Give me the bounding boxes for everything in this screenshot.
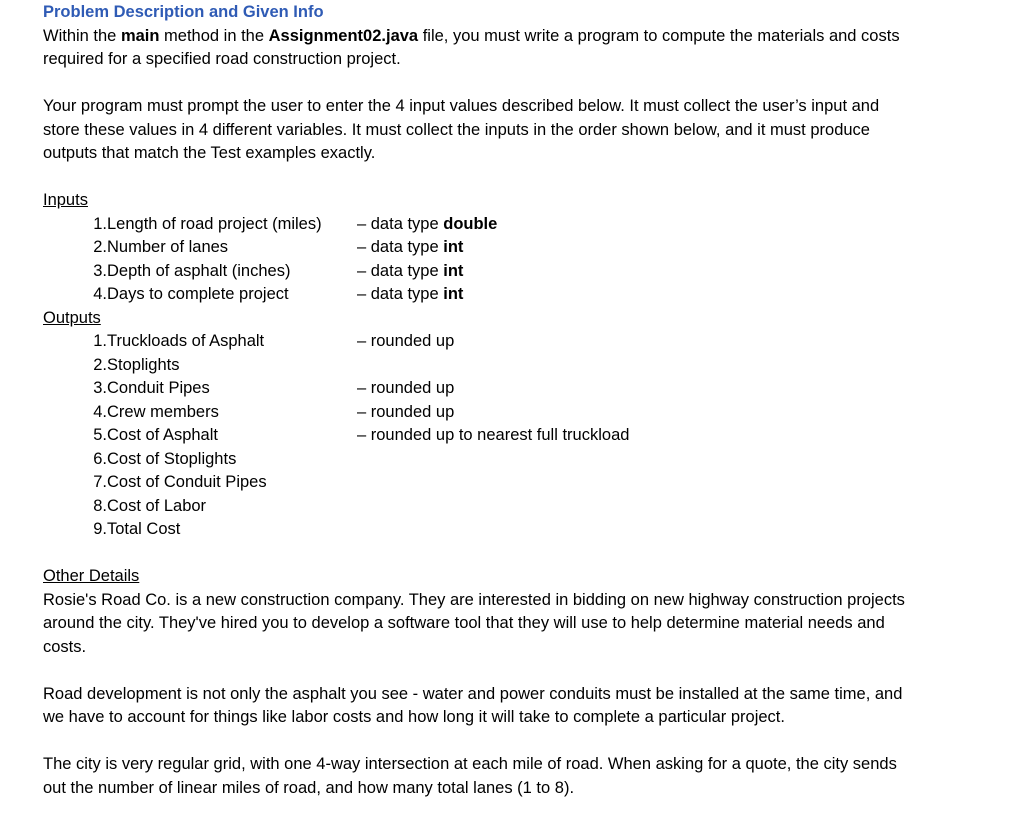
item-number: 1.: [93, 332, 107, 350]
item-number: 6.: [93, 449, 107, 468]
item-note: – rounded up: [357, 402, 455, 421]
item-note: – data type int: [357, 261, 464, 280]
item-label: Days to complete project: [107, 285, 289, 303]
list-item: [43, 283, 993, 307]
item-label: Crew members: [107, 402, 219, 421]
item-note: – rounded up to nearest full truckload: [357, 426, 630, 444]
other-paragraph-3-line-1: The city is very regular grid, with one 4-way intersection at each mile of road. When asking for a quote, the city sends: [43, 755, 897, 773]
intro-paragraph-2-line-3: outputs that match the Test examples exactly.: [43, 144, 376, 162]
item-number: 7.: [93, 473, 107, 491]
item-number: 8.: [93, 496, 107, 515]
inputs-list: [43, 213, 993, 307]
item-note: – data type int: [357, 285, 464, 303]
item-note: – rounded up: [357, 379, 455, 397]
list-item: [43, 448, 993, 472]
inputs-heading: Inputs: [43, 191, 88, 209]
intro-paragraph-1: [43, 25, 993, 49]
outputs-list: [43, 330, 993, 542]
other-paragraph-3-line-2: out the number of linear miles of road, and how many total lanes (1 to 8).: [43, 778, 575, 797]
other-paragraph-1-line-1: Rosie's Road Co. is a new construction company. They are interested in bidding on new highway construction projects: [43, 590, 905, 609]
item-number: 3.: [93, 379, 107, 397]
item-label: Cost of Asphalt: [107, 426, 218, 444]
outputs-heading: Outputs: [43, 308, 101, 327]
list-item: [43, 424, 993, 448]
other-paragraph-1-line-2: around the city. They've hired you to develop a software tool that they will use to help determine material needs and: [43, 614, 885, 632]
item-note: – data type int: [357, 238, 464, 256]
list-item: [43, 354, 993, 378]
list-item: [43, 401, 993, 425]
item-label: Length of road project (miles): [107, 214, 322, 233]
item-number: 5.: [93, 426, 107, 444]
other-paragraph-2-line-1: Road development is not only the asphalt you see - water and power conduits must be installed at the same time, and: [43, 684, 903, 703]
list-item: [43, 260, 993, 284]
item-number: 2.: [93, 355, 107, 374]
item-label: Cost of Labor: [107, 496, 207, 515]
item-label: Cost of Stoplights: [107, 449, 237, 468]
item-number: 3.: [93, 261, 107, 280]
section-title: Problem Description and Given Info: [43, 3, 324, 21]
list-item: [43, 518, 993, 542]
other-details-heading: Other Details: [43, 567, 140, 585]
list-item: [43, 495, 993, 519]
file-name: Assignment02.java: [268, 26, 419, 45]
item-note: – rounded up: [357, 332, 455, 350]
item-number: 1.: [93, 214, 107, 233]
item-label: Number of lanes: [107, 238, 229, 256]
intro-paragraph-2-line-1: Your program must prompt the user to enter the 4 input values described below. It must collect the user’s input and: [43, 97, 880, 115]
item-label: Conduit Pipes: [107, 379, 210, 397]
list-item: [43, 330, 993, 354]
item-label: Truckloads of Asphalt: [107, 332, 265, 350]
item-number: 2.: [93, 238, 107, 256]
list-item: [43, 236, 993, 260]
item-number: 9.: [93, 520, 107, 538]
text-span: file, you must write a program to compute the materials and costs: [418, 26, 900, 45]
intro-paragraph-2-line-2: store these values in 4 different variables. It must collect the inputs in the order shown below, and it must produce: [43, 120, 870, 139]
text-span: method in the: [159, 26, 269, 45]
other-paragraph-1-line-3: costs.: [43, 637, 87, 656]
item-note: – data type double: [357, 214, 498, 233]
item-number: 4.: [93, 285, 107, 303]
item-label: Total Cost: [107, 520, 181, 538]
list-item: [43, 377, 993, 401]
intro-paragraph-1-line-2: required for a specified road construction project.: [43, 50, 401, 68]
document-page: [43, 0, 993, 800]
method-name: main: [120, 26, 160, 45]
item-label: Cost of Conduit Pipes: [107, 473, 267, 491]
item-label: Stoplights: [107, 355, 180, 374]
list-item: [43, 213, 993, 237]
other-paragraph-2-line-2: we have to account for things like labor costs and how long it will take to complete a particular project.: [43, 708, 785, 726]
item-number: 4.: [93, 402, 107, 421]
item-label: Depth of asphalt (inches): [107, 261, 291, 280]
list-item: [43, 471, 993, 495]
text-span: Within the: [43, 26, 121, 45]
